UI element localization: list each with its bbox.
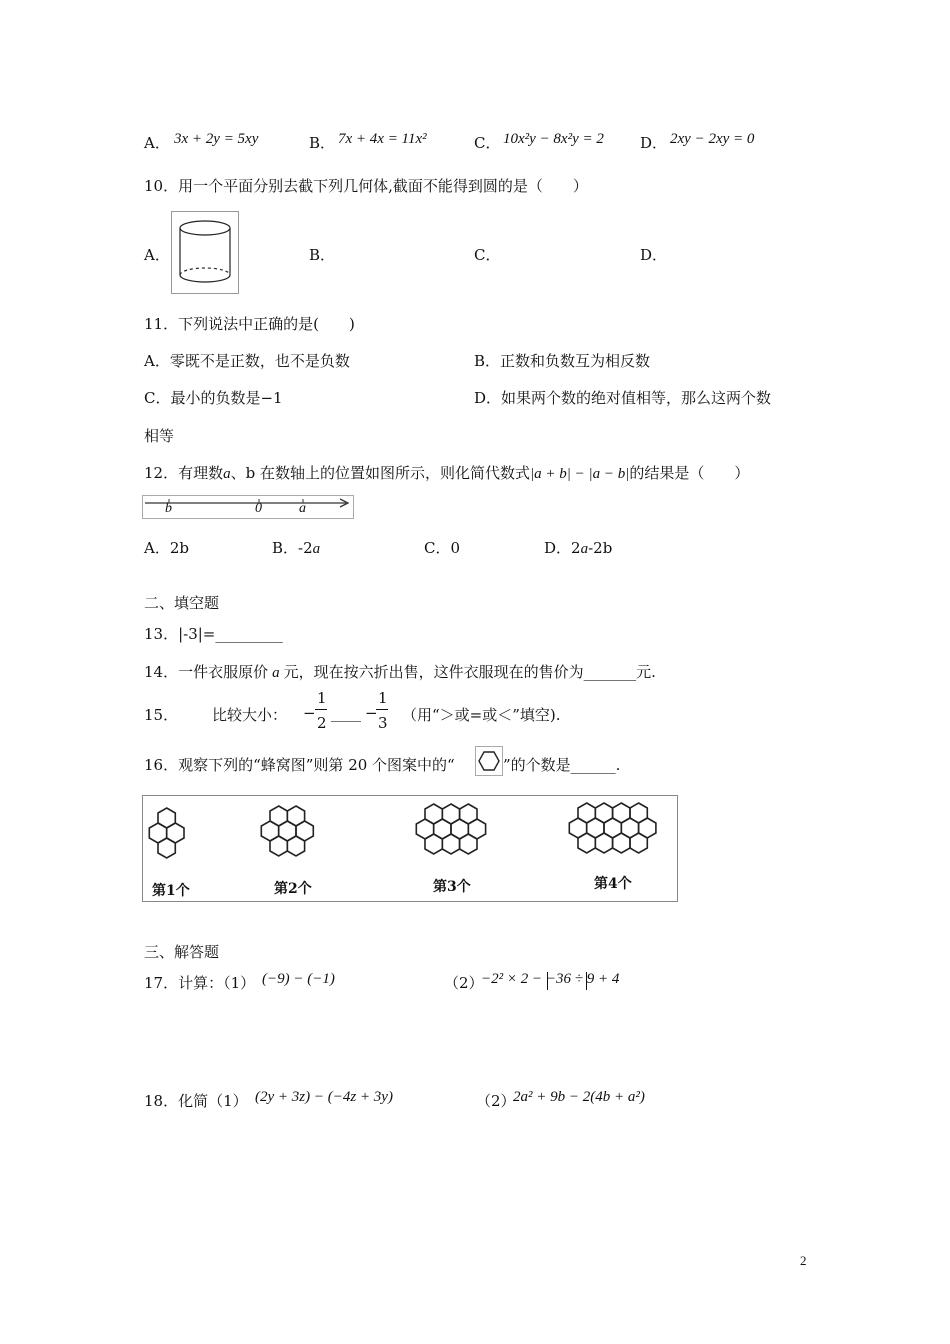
q9-option-c-label: C． (474, 134, 501, 152)
q11-stem: 11．下列说法中正确的是( ) (144, 315, 355, 333)
q15-frac1-den: 2 (317, 714, 327, 732)
q15-minus-1: − (303, 704, 316, 722)
q12-stem-pre: 12．有理数 (144, 464, 224, 482)
q18-expr-2: 2a² + 9b − 2(4b + a²) (513, 1089, 645, 1105)
q15-number: 15． (144, 706, 179, 724)
honeycomb-cell (158, 838, 175, 858)
honeycomb-cell (270, 836, 287, 856)
q9-option-b-label: B． (309, 134, 336, 152)
q15-hint: （用“＞或=或＜”填空). (402, 706, 561, 724)
honeycomb-cell (425, 834, 442, 854)
q17-abs-bar-left (547, 972, 549, 990)
hexagon-icon (476, 747, 502, 775)
q9-option-d-label: D． (640, 134, 668, 152)
q16-stem-post: ”的个数是______. (503, 756, 621, 774)
q9-option-d-expr: 2xy − 2xy = 0 (670, 131, 755, 147)
cylinder-icon (172, 212, 238, 293)
honeycomb-cell (613, 833, 630, 853)
q12-stem-post: 的结果是（ ） (629, 464, 750, 482)
q14-var: a (272, 665, 280, 681)
q14 (144, 661, 656, 682)
honeycomb-figure (142, 795, 678, 902)
q11-option-d: D．如果两个数的绝对值相等，那么这两个数 (474, 389, 772, 407)
q17-expr-2: −2² × 2 − −36 ÷ 9 + 4 (481, 971, 620, 987)
honeycomb-cell (578, 833, 595, 853)
honeycomb-caption-3: 第3个 (433, 879, 471, 895)
q16-stem-pre: 16．观察下列的“蜂窝图”则第 20 个图案中的“ (144, 756, 455, 774)
q15-blank: ____ (331, 704, 361, 722)
q12-stem-expr: |a + b| − |a − b| (529, 466, 630, 482)
q11-option-a: A．零既不是正数，也不是负数 (144, 352, 350, 370)
honeycomb-caption-4: 第4个 (594, 876, 632, 892)
honeycomb-cell (595, 833, 612, 853)
section-3-heading: 三、解答题 (144, 943, 220, 961)
honeycomb-cell (442, 834, 459, 854)
q11-option-d-continued: 相等 (144, 427, 175, 445)
q12-option-c: C．0 (424, 539, 461, 557)
q18-label-2: （2） (476, 1092, 516, 1110)
q12-stem-mid: 、b 在数轴上的位置如图所示，则化简代数式 (230, 464, 530, 482)
q18-expr-1: (2y + 3z) − (−4z + 3y) (255, 1089, 393, 1105)
axis-label-a: a (299, 501, 306, 516)
q12-option-d-var: a (580, 541, 589, 557)
cylinder-figure (171, 211, 239, 294)
q12-option-b-text: B．-2 (272, 539, 313, 557)
q12-option-d-post: -2b (588, 539, 613, 557)
section-2-heading: 二、填空题 (144, 594, 220, 612)
q15-frac1-num: 1 (317, 689, 327, 707)
q12-stem-var-a: a (223, 466, 231, 482)
q12-option-a: A．2b (144, 539, 189, 557)
q9-option-c-expr: 10x²y − 8x²y = 2 (503, 131, 604, 147)
q15-label: 比较大小： (212, 706, 288, 724)
q12-option-b-var: a (312, 541, 321, 557)
q10-option-c-label: C． (474, 246, 501, 264)
q15-frac1-bar (315, 709, 327, 710)
q18-stem: 18．化简（1） (144, 1092, 248, 1110)
q12-option-b (272, 537, 320, 558)
number-line-icon (143, 496, 353, 518)
q15-minus-2: − (365, 704, 378, 722)
q17-label-2: （2） (444, 974, 484, 992)
axis-label-b: b (165, 501, 172, 516)
number-line-figure (142, 495, 354, 519)
q11-option-b: B．正数和负数互为相反数 (474, 352, 651, 370)
q12-option-d-pre: D．2 (544, 539, 581, 557)
q10-option-a-label: A． (144, 246, 170, 264)
honeycomb-cell (630, 833, 647, 853)
axis-label-zero: 0 (255, 501, 262, 516)
q13: 13．|-3|=_________ (144, 625, 283, 643)
q9-option-b-expr: 7x + 4x = 11x² (338, 131, 427, 147)
q15-frac2-bar (376, 709, 388, 710)
q15-frac2-num: 1 (378, 689, 388, 707)
q12-option-d (544, 537, 612, 558)
honeycomb-caption-1: 第1个 (152, 883, 190, 899)
q9-option-a-label: A． (144, 134, 170, 152)
q10-option-b-label: B． (309, 246, 336, 264)
q14-pre: 14．一件衣服原价 (144, 663, 269, 681)
q17-expr-1: (−9) − (−1) (262, 971, 335, 987)
q17-abs-bar-right (586, 972, 588, 990)
q12-stem (144, 462, 749, 483)
honeycomb-cell (287, 836, 304, 856)
q10-option-d-label: D． (640, 246, 668, 264)
q11-option-c: C．最小的负数是−1 (144, 389, 283, 407)
honeycomb-cell (460, 834, 477, 854)
honeycomb-caption-2: 第2个 (274, 881, 312, 897)
q9-option-a-expr: 3x + 2y = 5xy (174, 131, 259, 147)
q17-stem: 17．计算：（1） (144, 974, 256, 992)
q15-frac2-den: 3 (378, 714, 388, 732)
hexagon-cell-frame (475, 746, 503, 776)
q14-post: 元，现在按六折出售，这件衣服现在的售价为_______元. (283, 663, 656, 681)
q10-stem: 10．用一个平面分别去截下列几何体,截面不能得到圆的是（ ） (144, 177, 588, 195)
page-number: 2 (800, 1253, 807, 1268)
